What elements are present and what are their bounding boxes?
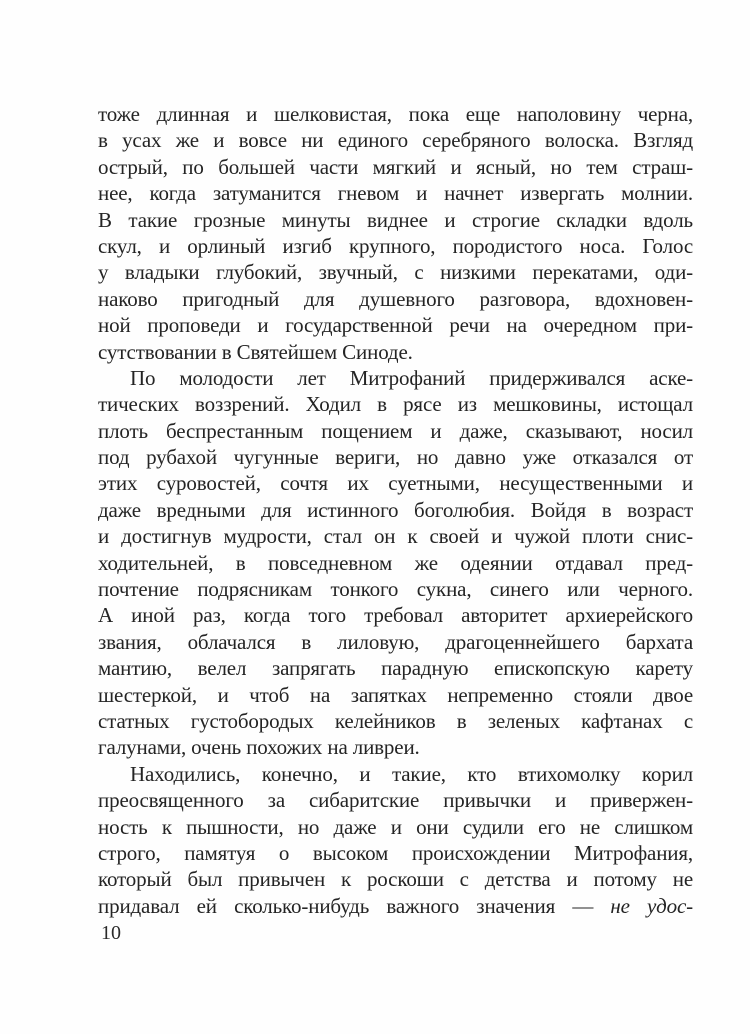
text-line: ной проповеди и государственной речи на очередном при- (98, 313, 693, 338)
text-line: скул, и орлиный изгиб крупного, породистого носа. Голос (98, 233, 693, 258)
text-line: мантию, велел запрягать парадную епископскую карету (98, 656, 693, 681)
text-line: почтение подрясникам тонкого сукна, синего или черного. (98, 577, 693, 602)
text-line: ходительней, в повседневном же одеянии отдавал пред- (98, 550, 693, 575)
page-number: 10 (101, 922, 121, 944)
text-line: который был привычен к роскоши с детства и потому не (98, 867, 693, 892)
text-line-paragraph-end: сутствовании в Святейшем Синоде. (98, 339, 413, 364)
text-line: у владыки глубокий, звучный, с низкими перекатами, оди- (98, 260, 693, 285)
text-line: нее, когда затуманится гневом и начнет извергать молнии. (98, 181, 693, 206)
text-line: в усах же и вовсе ни единого серебряного волоска. Взгляд (98, 128, 693, 153)
text-line: этих суровостей, сочтя их суетными, несущественными и (98, 471, 693, 496)
text-line: острый, по большей части мягкий и ясный, но тем страш- (98, 154, 693, 179)
text-line: наково пригодный для душевного разговора, вдохновен- (98, 286, 693, 311)
text-line: преосвященного за сибаритские привычки и привержен- (98, 788, 693, 813)
text-segment: придавал ей сколько-нибудь важного значения — (98, 893, 611, 918)
text-line: даже вредными для истинного боголюбия. Войдя в возраст (98, 497, 693, 522)
text-line: плоть беспрестанным пощением и даже, сказывают, носил (98, 418, 693, 443)
text-line: шестеркой, и чтоб на запятках непременно стояли двое (98, 682, 693, 707)
text-line: под рубахой чугунные вериги, но давно уже отказался от (98, 445, 693, 470)
body-text (98, 101, 693, 919)
text-line-paragraph-start: По молодости лет Митрофаний придерживался аске- (130, 365, 693, 390)
text-line: и достигнув мудрости, стал он к своей и чужой плоти снис- (98, 524, 693, 549)
text-line-paragraph-end: галунами, очень похожих на ливреи. (98, 735, 420, 760)
text-line: статных густобородых келейников в зеленых кафтанах с (98, 708, 693, 733)
text-line: тоже длинная и шелковистая, пока еще наполовину черна, (98, 102, 693, 126)
text-line: В такие грозные минуты виднее и строгие складки вдоль (98, 207, 693, 232)
text-line-paragraph-start: Находились, конечно, и такие, кто втихомолку корил (130, 761, 693, 786)
text-line (98, 893, 693, 919)
text-line: строго, памятуя о высоком происхождении Митрофания, (98, 840, 693, 865)
text-line: А иной раз, когда того требовал авторитет архиерейского (98, 603, 693, 628)
text-line: звания, облачался в лиловую, драгоценнейшего бархата (98, 629, 693, 654)
text-line: ность к пышности, но даже и они судили его не слишком (98, 814, 693, 839)
text-segment-italic: не удос- (610, 893, 693, 918)
text-line: тических воззрений. Ходил в рясе из мешковины, истощал (98, 392, 693, 417)
